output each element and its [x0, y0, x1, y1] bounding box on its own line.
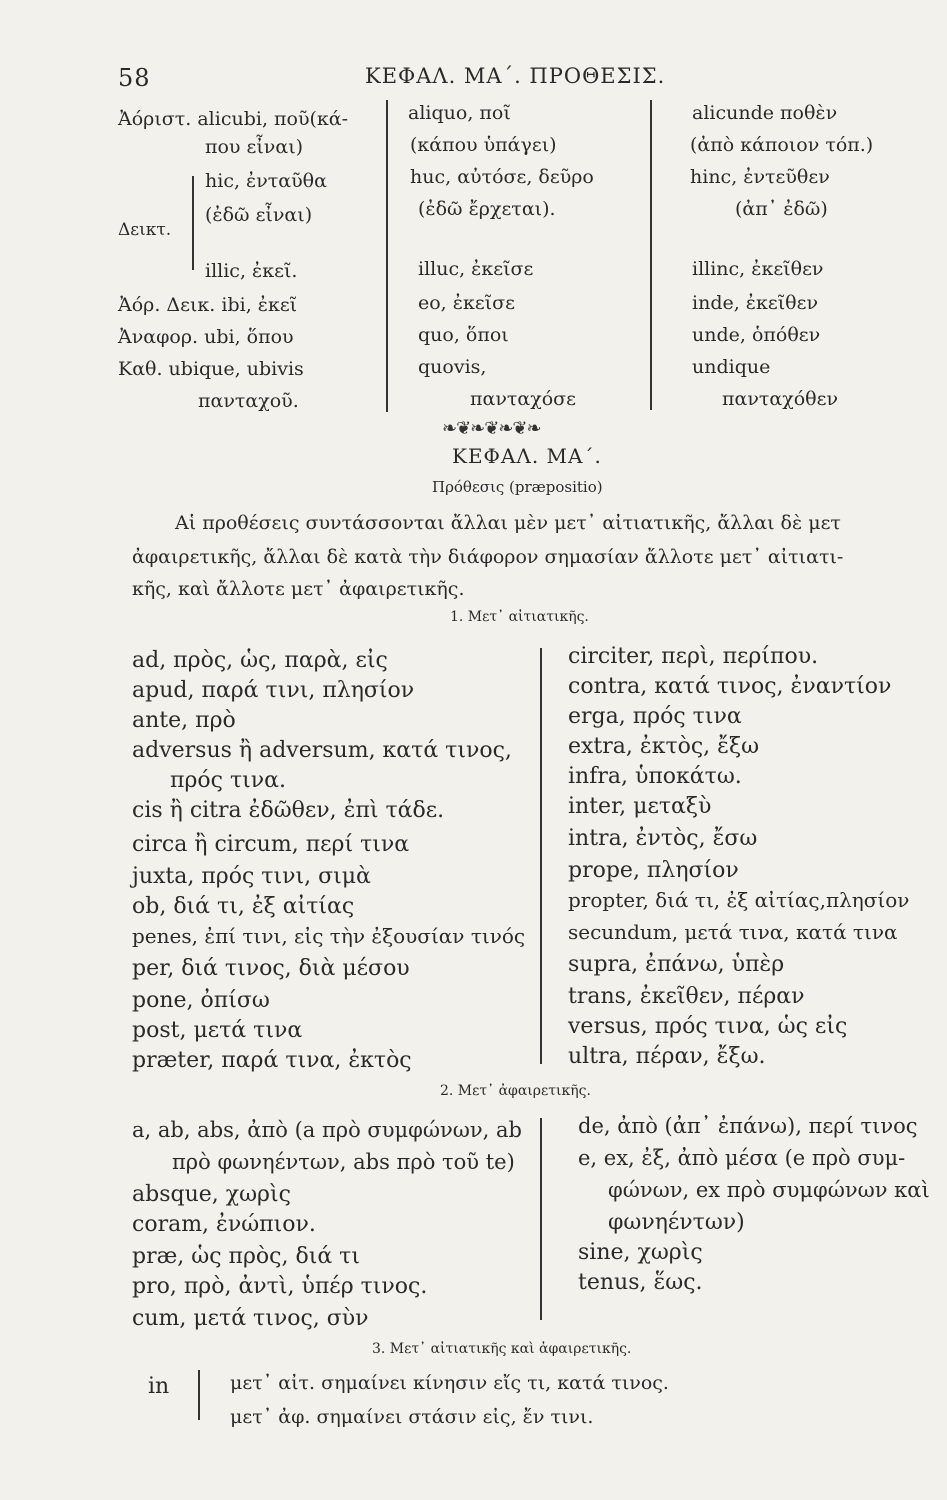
- list-item: φωνηέντων): [608, 1210, 745, 1235]
- table-col2-line: quovis,: [418, 356, 487, 378]
- list-item: adversus ἢ adversum, κατά τινος,: [132, 738, 512, 763]
- list-item: πρὸ φωνηέντων, abs πρὸ τοῦ te): [172, 1150, 515, 1174]
- table-col3-line: illinc, ἐκεῖθεν: [692, 258, 824, 280]
- list-item: supra, ἐπάνω, ὑπὲρ: [568, 952, 785, 977]
- list-item: contra, κατά τινος, ἐναντίον: [568, 674, 892, 699]
- table-col2-line: eo, ἐκεῖσε: [418, 292, 515, 314]
- intro-line: Αἱ προθέσεις συντάσσονται ἄλλαι μὲν μετ᾽ αἰτιατικῆς, ἄλλαι δὲ μετ: [175, 512, 841, 534]
- list-item: infra, ὑποκάτω.: [568, 764, 742, 789]
- table-col2-line: aliquo, ποῖ: [408, 102, 511, 124]
- table-col3-line: hinc, ἐντεῦθεν: [690, 166, 830, 188]
- usage-line: μετ᾽ αἰτ. σημαίνει κίνησιν εἴς τι, κατά τινος.: [230, 1372, 669, 1394]
- running-title: ΚΕΦΑΛ. ΜΑ΄. ΠΡΟΘΕΣΙΣ.: [365, 64, 666, 88]
- table-col1-line: πανταχοῦ.: [198, 390, 299, 412]
- intro-line: ἀφαιρετικῆς, ἄλλαι δὲ κατὰ τὴν διάφορον σημασίαν ἄλλοτε μετ᾽ αἰτιατι-: [132, 546, 844, 568]
- section-heading: 2. Μετ᾽ ἀφαιρετικῆς.: [440, 1083, 591, 1099]
- list-item: trans, ἐκεῖθεν, πέραν: [568, 984, 805, 1009]
- table-col1-line: Ἀόριστ. alicubi, ποῦ(κά-: [118, 108, 349, 130]
- ornament-divider: ❧❦❧❦❧❦❧: [442, 418, 541, 439]
- table-col2-line: quo, ὅποι: [418, 324, 509, 346]
- list-item: ultra, πέραν, ἔξω.: [568, 1044, 766, 1069]
- list-item: per, διά τινος, διὰ μέσου: [132, 956, 410, 981]
- list-item: versus, πρός τινα, ὡς εἰς: [568, 1014, 848, 1039]
- brace-line: [198, 1370, 200, 1420]
- list-item: coram, ἐνώπιον.: [132, 1212, 316, 1237]
- list-item: absque, χωρὶς: [132, 1182, 291, 1207]
- list-item: de, ἀπὸ (ἀπ᾽ ἐπάνω), περί τινος: [578, 1114, 918, 1138]
- table-col1-line: Δεικτ.: [118, 220, 172, 240]
- list-item: erga, πρός τινα: [568, 704, 742, 729]
- list-item: ob, διά τι, ἐξ αἰτίας: [132, 894, 355, 919]
- table-col1-line: που εἶναι): [205, 136, 304, 158]
- list-item: ante, πρὸ: [132, 708, 236, 733]
- table-col2-line: illuc, ἐκεῖσε: [418, 258, 534, 280]
- intro-line: κῆς, καὶ ἄλλοτε μετ᾽ ἀφαιρετικῆς.: [132, 578, 465, 600]
- column-divider: [540, 1118, 542, 1320]
- usage-line: μετ᾽ ἀφ. σημαίνει στάσιν εἰς, ἔν τινι.: [230, 1406, 594, 1428]
- column-divider: [386, 100, 388, 412]
- table-col2-line: πανταχόσε: [470, 388, 576, 410]
- list-item: præ, ὡς πρὸς, διά τι: [132, 1244, 360, 1269]
- table-col1-line: hic, ἐνταῦθα: [205, 170, 327, 192]
- column-divider: [650, 100, 652, 410]
- list-item: inter, μεταξὺ: [568, 794, 712, 819]
- section-heading: 1. Μετ᾽ αἰτιατικῆς.: [450, 609, 589, 625]
- list-item: præter, παρά τινα, ἐκτὸς: [132, 1048, 412, 1073]
- list-item: cum, μετά τινος, σὺν: [132, 1306, 369, 1331]
- list-item: secundum, μετά τινα, κατά τινα: [568, 920, 898, 944]
- list-item: apud, παρά τινι, πλησίον: [132, 678, 415, 703]
- table-col1-line: Ἀναφορ. ubi, ὅπου: [118, 326, 294, 348]
- section-heading: 3. Μετ᾽ αἰτιατικῆς καὶ ἀφαιρετικῆς.: [372, 1341, 632, 1357]
- preposition-word: in: [148, 1374, 170, 1399]
- table-col3-line: πανταχόθεν: [722, 388, 838, 410]
- list-item: extra, ἐκτὸς, ἔξω: [568, 734, 760, 759]
- chapter-title: ΚΕΦΑΛ. ΜΑ΄.: [452, 444, 602, 468]
- list-item: pone, ὀπίσω: [132, 988, 270, 1013]
- list-item: propter, διά τι, ἐξ αἰτίας,πλησίον: [568, 888, 910, 912]
- list-item: intra, ἐντὸς, ἔσω: [568, 826, 758, 851]
- table-col3-line: inde, ἐκεῖθεν: [692, 292, 818, 314]
- list-item: penes, ἐπί τινι, εἰς τὴν ἐξουσίαν τινός: [132, 924, 526, 948]
- table-col1-line: illic, ἐκεῖ.: [205, 260, 298, 282]
- column-divider: [540, 648, 542, 1064]
- list-item: e, ex, ἐξ, ἀπὸ μέσα (e πρὸ συμ-: [578, 1146, 906, 1170]
- table-col2-line: (ἐδῶ ἔρχεται).: [418, 198, 556, 220]
- list-item: circiter, περὶ, περίπου.: [568, 644, 819, 669]
- table-col3-line: unde, ὁπόθεν: [692, 324, 821, 346]
- list-item: circa ἢ circum, περί τινα: [132, 832, 410, 857]
- brace-line: [192, 176, 194, 270]
- page-number: 58: [118, 64, 151, 92]
- table-col1-line: (ἐδῶ εἶναι): [205, 204, 313, 226]
- chapter-subtitle: Πρόθεσις (præpositio): [432, 478, 603, 496]
- list-item: sine, χωρὶς: [578, 1240, 703, 1265]
- list-item: ad, πρὸς, ὡς, παρὰ, εἰς: [132, 648, 388, 673]
- table-col3-line: (ἀπὸ κάποιον τόπ.): [690, 134, 874, 156]
- table-col2-line: huc, αὐτόσε, δεῦρο: [410, 166, 594, 188]
- list-item: πρός τινα.: [170, 768, 286, 793]
- list-item: juxta, πρός τινι, σιμὰ: [132, 864, 371, 889]
- list-item: tenus, ἕως.: [578, 1270, 703, 1295]
- table-col3-line: alicunde ποθὲν: [692, 102, 838, 124]
- list-item: cis ἢ citra ἐδῶθεν, ἐπὶ τάδε.: [132, 798, 445, 823]
- table-col1-line: Καθ. ubique, ubivis: [118, 358, 304, 380]
- list-item: prope, πλησίον: [568, 858, 739, 883]
- table-col3-line: (ἀπ᾽ ἐδῶ): [735, 198, 828, 220]
- list-item: φώνων, ex πρὸ συμφώνων καὶ: [608, 1178, 930, 1202]
- table-col2-line: (κάπου ὑπάγει): [410, 134, 557, 156]
- list-item: pro, πρὸ, ἀντὶ, ὑπέρ τινος.: [132, 1274, 428, 1299]
- table-col1-line: Ἀόρ. Δεικ. ibi, ἐκεῖ: [118, 294, 298, 316]
- table-col3-line: undique: [692, 356, 771, 378]
- list-item: a, ab, abs, ἀπὸ (a πρὸ συμφώνων, ab: [132, 1118, 522, 1142]
- list-item: post, μετά τινα: [132, 1018, 303, 1043]
